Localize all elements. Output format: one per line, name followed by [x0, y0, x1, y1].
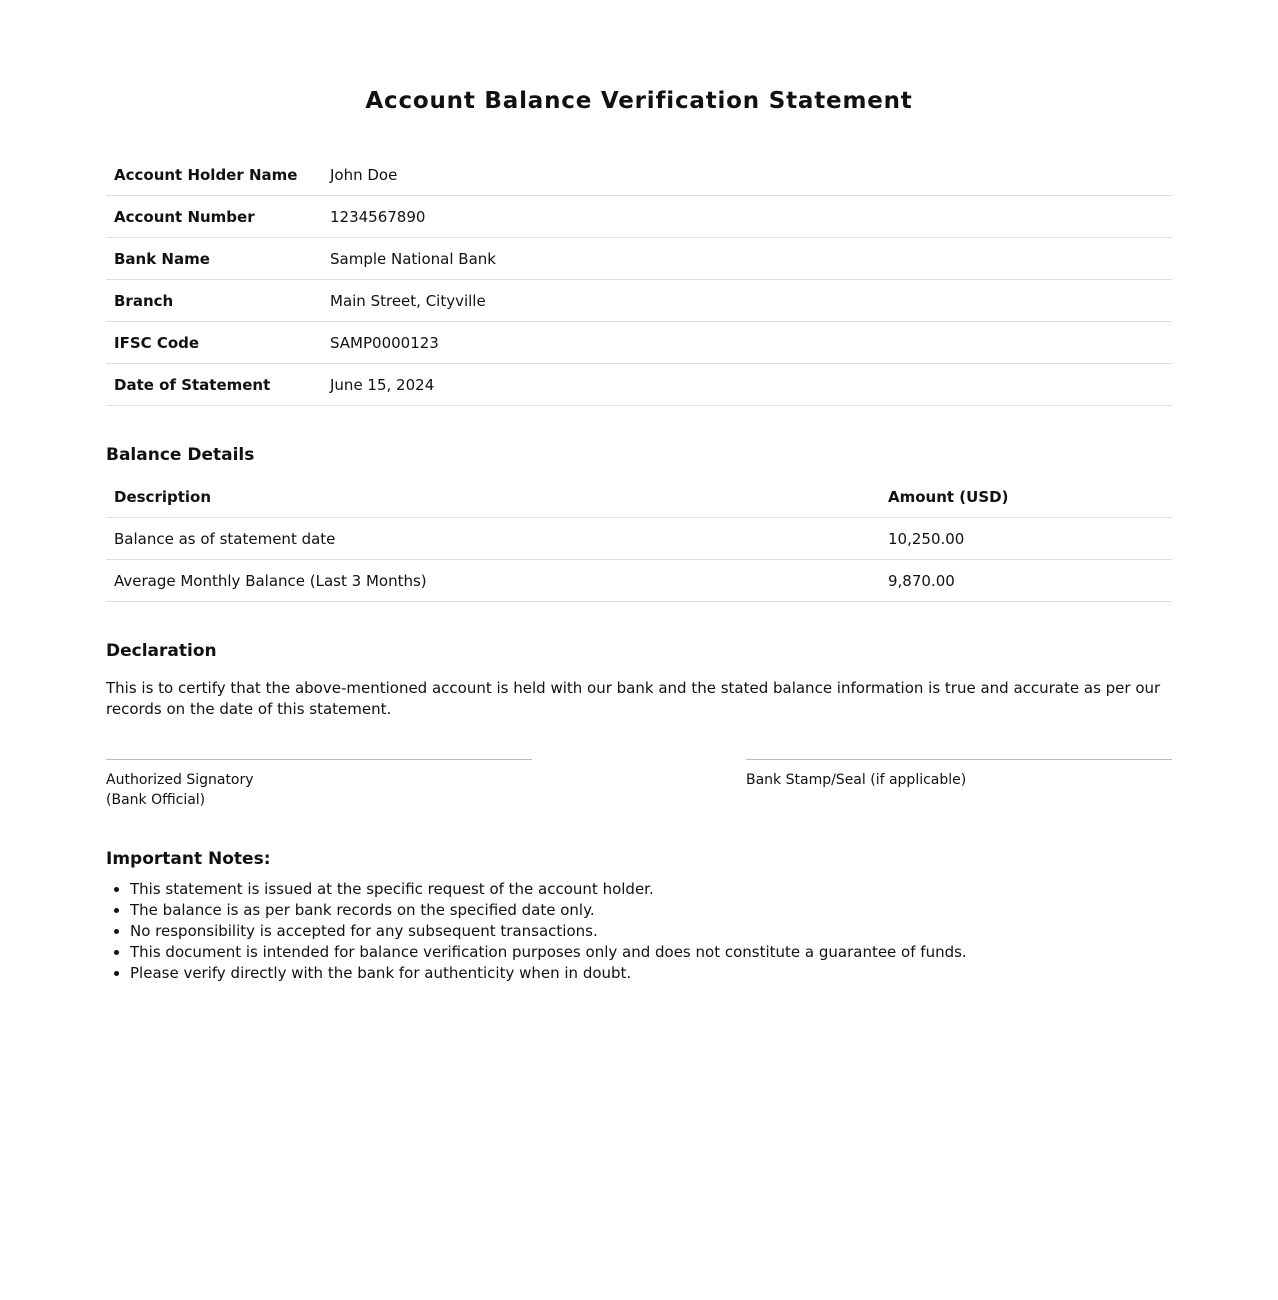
table-row	[106, 560, 1172, 602]
bank-stamp-block	[746, 759, 1172, 810]
signature-line	[106, 759, 532, 770]
signatory-title: Authorized Signatory	[106, 772, 254, 788]
balance-table	[106, 476, 1172, 602]
info-row-bank-name	[106, 238, 1172, 280]
balance-details-heading: Balance Details	[106, 445, 255, 465]
info-value: John Doe	[322, 154, 1172, 196]
signature-section	[106, 759, 1172, 810]
list-item: • Please verify directly with the bank for authenticity when in doubt.	[130, 963, 1172, 984]
list-item: • This statement is issued at the specific request of the account holder.	[130, 879, 1172, 900]
info-label: Branch	[106, 280, 322, 322]
account-info-table	[106, 154, 1172, 406]
statement-page	[106, 0, 1172, 984]
info-row-ifsc-code	[106, 322, 1172, 364]
declaration-heading: Declaration	[106, 641, 217, 661]
list-item: • No responsibility is accepted for any subsequent transactions.	[130, 921, 1172, 942]
info-row-statement-date	[106, 364, 1172, 406]
description-column-header: Description	[106, 476, 880, 518]
signatory-subtitle: (Bank Official)	[106, 792, 206, 808]
info-value: 1234567890	[322, 196, 1172, 238]
balance-description: Balance as of statement date	[106, 518, 880, 560]
balance-amount: 10,250.00	[880, 518, 1172, 560]
important-notes-heading: Important Notes:	[106, 849, 271, 869]
info-row-branch	[106, 280, 1172, 322]
info-label: Account Number	[106, 196, 322, 238]
notes-list	[106, 879, 1172, 984]
amount-column-header: Amount (USD)	[880, 476, 1172, 518]
info-label: Date of Statement	[106, 364, 322, 406]
info-label: IFSC Code	[106, 322, 322, 364]
table-row	[106, 518, 1172, 560]
list-item: • The balance is as per bank records on the specified date only.	[130, 900, 1172, 921]
list-item: • This document is intended for balance verification purposes only and does not constitute a guarantee of funds.	[130, 942, 1172, 963]
balance-header-row	[106, 476, 1172, 518]
balance-amount: 9,870.00	[880, 560, 1172, 602]
declaration-text: This is to certify that the above-mentioned account is held with our bank and the stated balance information is true and accurate as per our records on the date of this statement.	[106, 679, 1161, 718]
info-row-account-holder	[106, 154, 1172, 196]
info-value: Sample National Bank	[322, 238, 1172, 280]
info-label: Bank Name	[106, 238, 322, 280]
stamp-line	[746, 759, 1172, 770]
info-value: Main Street, Cityville	[322, 280, 1172, 322]
info-value: June 15, 2024	[322, 364, 1172, 406]
info-label: Account Holder Name	[106, 154, 322, 196]
info-value: SAMP0000123	[322, 322, 1172, 364]
stamp-label: Bank Stamp/Seal (if applicable)	[746, 772, 967, 788]
info-row-account-number	[106, 196, 1172, 238]
authorized-signatory-block	[106, 759, 532, 810]
balance-description: Average Monthly Balance (Last 3 Months)	[106, 560, 880, 602]
page-title: Account Balance Verification Statement	[365, 88, 913, 114]
